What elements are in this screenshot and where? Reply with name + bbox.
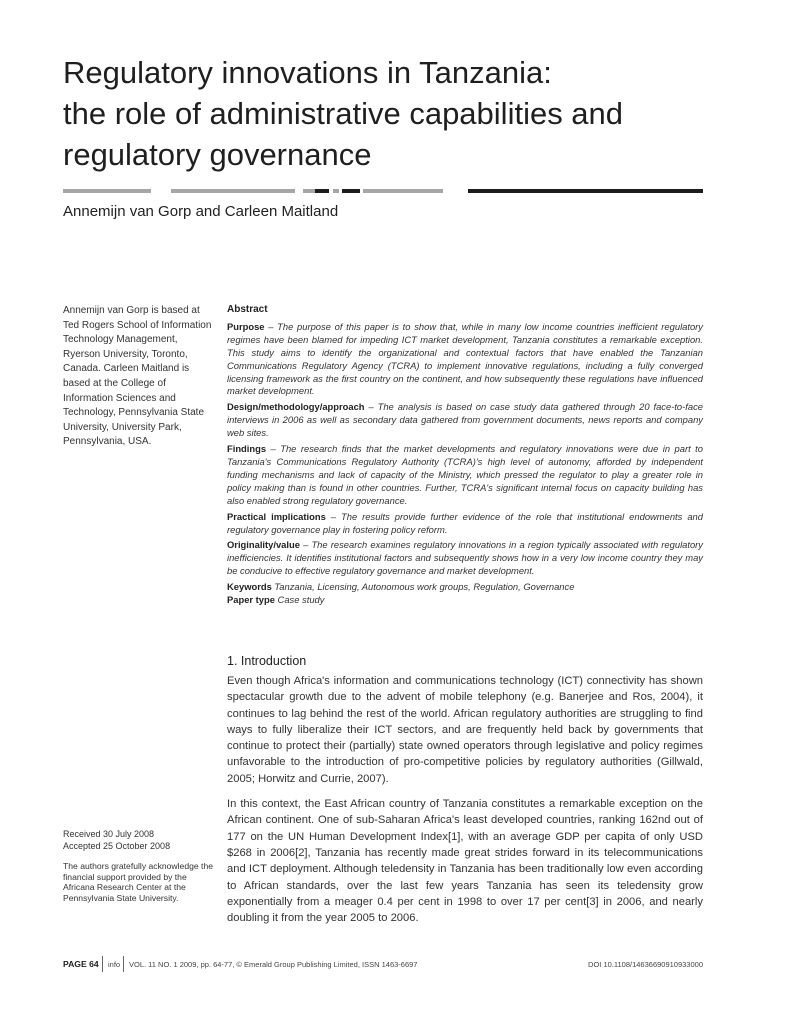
rule-segment [303,189,315,193]
title-line-3: regulatory governance [63,137,372,172]
journal-name: info [108,960,121,969]
rule-segment [333,189,339,193]
page-number: PAGE 64 [63,959,99,969]
body-text [227,673,703,935]
abstract-design [227,401,703,440]
author-affiliation: Annemijn van Gorp is based at Ted Rogers School of Information Technology Management, Ryerson University, Toronto, Canada. Carleen Maitland is based at the College of Information Sciences and Technology, Pennsylvania State University, University Park, Pennsylvania, USA. [63,305,212,448]
intro-paragraph-2: In this context, the East African country of Tanzania constitutes a remarkable exception on the African continent. One of sub-Saharan Africa's least developed countries, ranking 162nd out of 177 on the UN Human Development Index[1], with an average GDP per capita of only USD $268 in 2006[2], Tanzania has recently made great strides forward in its telecommunications and ICT deployment. Although teledensity in Tanzania has been traditionally low even according to African standards, over the last few years Tanzania has seen its teledensity grow exponentially from a meager 0.4 per cent in 1998 to over 17 per cent[3] in 2006, and nearly doubling it from the year 2005 to 2006. [227,798,703,925]
acknowledgement: The authors gratefully acknowledge the financial support provided by the Africana Research Center at the Pennsylvania State University. [63,861,214,903]
papertype-text: Case study [274,594,325,606]
purpose-text: – The purpose of this paper is to show that, while in many low income countries inefficient regulatory regimes have been blamed for impeding ICT market development, Tanzania constitutes a remarkable exception. This study aims to identify the organizational and contextual factors that have enabled the Tanzanian Communications Regulatory Agency (TCRA) to implement innovative regulations, including a fully converged licensing framework as the first country on the continent, and how subsequently these regulations have influenced market development. [227,320,703,397]
footer-divider [123,956,124,972]
purpose-label: Purpose [227,320,265,332]
findings-text: – The research finds that the market developments and regulatory innovations were due in part to Tanzania's Communications Regulatory Authority (TCRA)'s high level of autonomy, afforded by independent funding mechanisms and lack of capacity of the Ministry, which pressed the regulator to play a greater role in policy making than is found in other countries. Further, TCRA's significant internal focus on capacity building has also enabled strong regulatory governance. [227,443,703,506]
abstract-purpose [227,321,703,398]
abstract-paper-type [227,594,703,607]
rule-segment [315,189,329,193]
papertype-label: Paper type [227,594,275,606]
practical-text: – The results provide further evidence of the role that institutional endowments and regulatory governance play in fostering policy reform. [227,510,703,535]
design-text: – The analysis is based on case study data gathered through 20 face-to-face interviews in 2006 as well as secondary data gathered from government documents, news reports and company web sites. [227,401,703,439]
title-line-2: the role of administrative capabilities and [63,96,624,131]
keywords-text: Tanzania, Licensing, Autonomous work groups, Regulation, Governance [271,581,575,593]
section-heading-introduction: 1. Introduction [227,654,307,668]
rule-segment [363,189,443,193]
abstract-keywords [227,581,703,594]
author-names: Annemijn van Gorp and Carleen Maitland [63,203,339,220]
rule-segment [63,189,151,193]
paper-title [63,52,743,175]
keywords-label: Keywords [227,581,272,593]
abstract-heading: Abstract [227,304,268,315]
practical-label: Practical implications [227,510,326,522]
doi: DOI 10.1108/14636690910933000 [588,960,703,969]
page-footer [63,958,703,972]
abstract-findings [227,443,703,508]
accepted-date: Accepted 25 October 2008 [63,840,171,851]
originality-label: Originality/value [227,539,300,551]
abstract-originality [227,539,703,578]
received-date: Received 30 July 2008 [63,829,155,839]
originality-text: – The research examines regulatory innovations in a region typically associated with regulatory inefficiencies. It identifies institutional factors and subsequently shows how in a very low income country they may be conducive to effective regulatory governance and market development. [227,539,703,577]
abstract-practical [227,511,703,537]
title-line-1: Regulatory innovations in Tanzania: [63,55,552,90]
rule-segment [171,189,295,193]
findings-label: Findings [227,443,267,455]
rule-segment [342,189,360,193]
rule-segment [468,189,703,193]
design-label: Design/methodology/approach [227,401,365,413]
volume-citation: VOL. 11 NO. 1 2009, pp. 64-77, © Emerald Group Publishing Limited, ISSN 1463-6697 [129,960,418,969]
footer-divider [102,956,103,972]
intro-paragraph-1: Even though Africa's information and communications technology (ICT) connectivity has shown spectacular growth due to the advent of mobile telephony (e.g. Banerjee and Ros, 2004), it continues to lag behind the rest of the world. African regulatory authorities are struggling to find ways to fully liberalize their ICT sectors, and are frequently held back by governments that continue to protect their (partially) state owned operators through legislative and policy regimes unfavorable to the introduction of pro-competitive policies by regulatory authorities (Gillwald, 2005; Horwitz and Currie, 2007). [227,675,703,785]
title-divider-rule [63,187,703,195]
abstract-block [227,304,703,607]
received-dates [63,829,213,852]
